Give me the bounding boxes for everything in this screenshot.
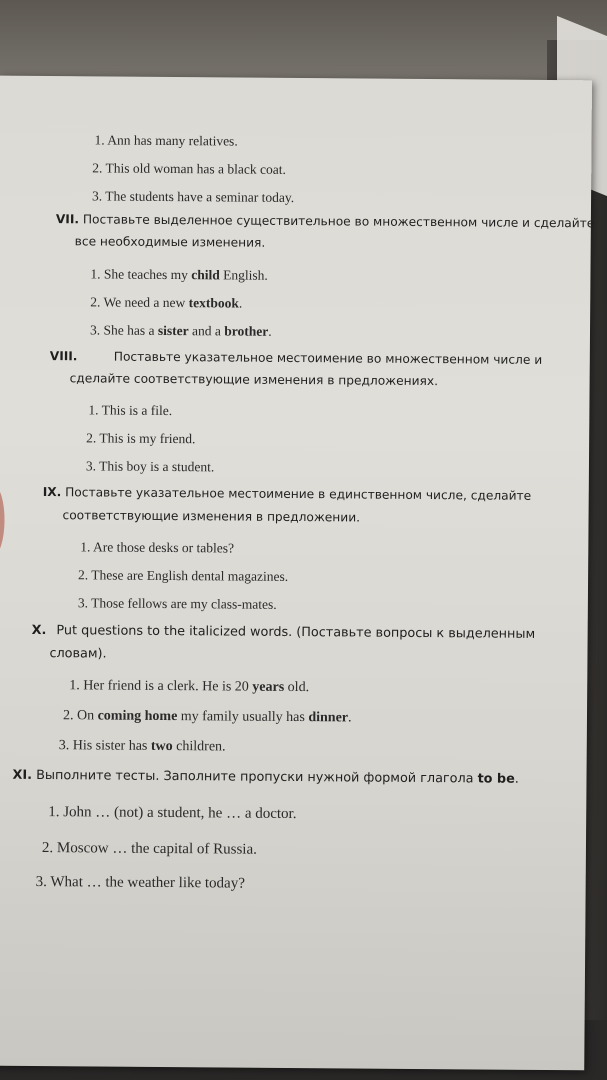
section-xi-instruction-bold: to be [477, 771, 515, 787]
ix-item-1: 1. Are those desks or tables? [80, 539, 235, 556]
section-ix-number: IX. [42, 485, 62, 500]
section-xi-instruction-end: . [514, 771, 519, 787]
section-ix-heading [43, 485, 532, 503]
viii-item-3: 3. This boy is a student. [85, 458, 215, 475]
section-xi-instruction: Выполните тесты. Заполните пропуски нужной формой глагола [36, 767, 474, 787]
prev-item-3: 3. The students have a seminar today. [92, 188, 295, 205]
xi-item-3: 3. What … the weather like today? [35, 873, 245, 892]
vii-item-1: 1. She teaches my child English. [90, 266, 268, 283]
viii-item-1: 1. This is a file. [88, 402, 173, 419]
section-vii-heading [56, 212, 595, 230]
section-viii-number: VIII. [49, 349, 78, 364]
x-item-2: 2. On coming home my family usually has dinner. [62, 708, 352, 726]
section-ix-instruction-2: соответствующие изменения в предложении. [62, 508, 361, 525]
section-xi-number: XI. [12, 767, 33, 783]
prev-item-2: 2. This old woman has a black coat. [92, 160, 286, 177]
section-x-heading [32, 623, 536, 642]
section-x-instruction-2: словам). [49, 646, 107, 662]
section-vii-instruction-1: Поставьте выделенное существительное во множественном числе и сделайте [82, 212, 595, 231]
section-vii-instruction-2: все необходимые изменения. [74, 234, 266, 250]
ix-item-2: 2. These are English dental magazines. [78, 567, 289, 584]
ix-item-3: 3. Those fellows are my class-mates. [77, 595, 277, 612]
finger-shadow [0, 486, 5, 556]
paper-sheet [0, 76, 595, 1071]
section-viii-instruction-1: Поставьте указательное местоимение во множественном числе и [113, 349, 543, 367]
section-ix-instruction-1: Поставьте указательное местоимение в единственном числе, сделайте [65, 485, 532, 503]
viii-item-2: 2. This is my friend. [86, 430, 196, 447]
vii-item-3: 3. She has a sister and a brother. [89, 322, 272, 339]
section-x-number: X. [31, 622, 47, 639]
section-vii-number: VII. [55, 212, 80, 227]
x-item-1: 1. Her friend is a clerk. He is 20 years old. [69, 678, 310, 696]
xi-item-1: 1. John … (not) a student, he … a doctor. [48, 804, 297, 823]
section-x-instruction-1: Put questions to the italicized words. (Поставьте вопросы к выделенным [56, 623, 536, 642]
prev-item-1: 1. Ann has many relatives. [94, 132, 238, 149]
vii-item-2: 2. We need a new textbook. [90, 294, 243, 311]
section-viii-heading [50, 349, 78, 363]
section-xi-heading [12, 768, 518, 787]
section-viii-instruction-2: сделайте соответствующие изменения в предложениях. [69, 371, 439, 389]
xi-item-2: 2. Moscow … the capital of Russia. [41, 840, 257, 858]
x-item-3: 3. His sister has two children. [58, 738, 226, 755]
